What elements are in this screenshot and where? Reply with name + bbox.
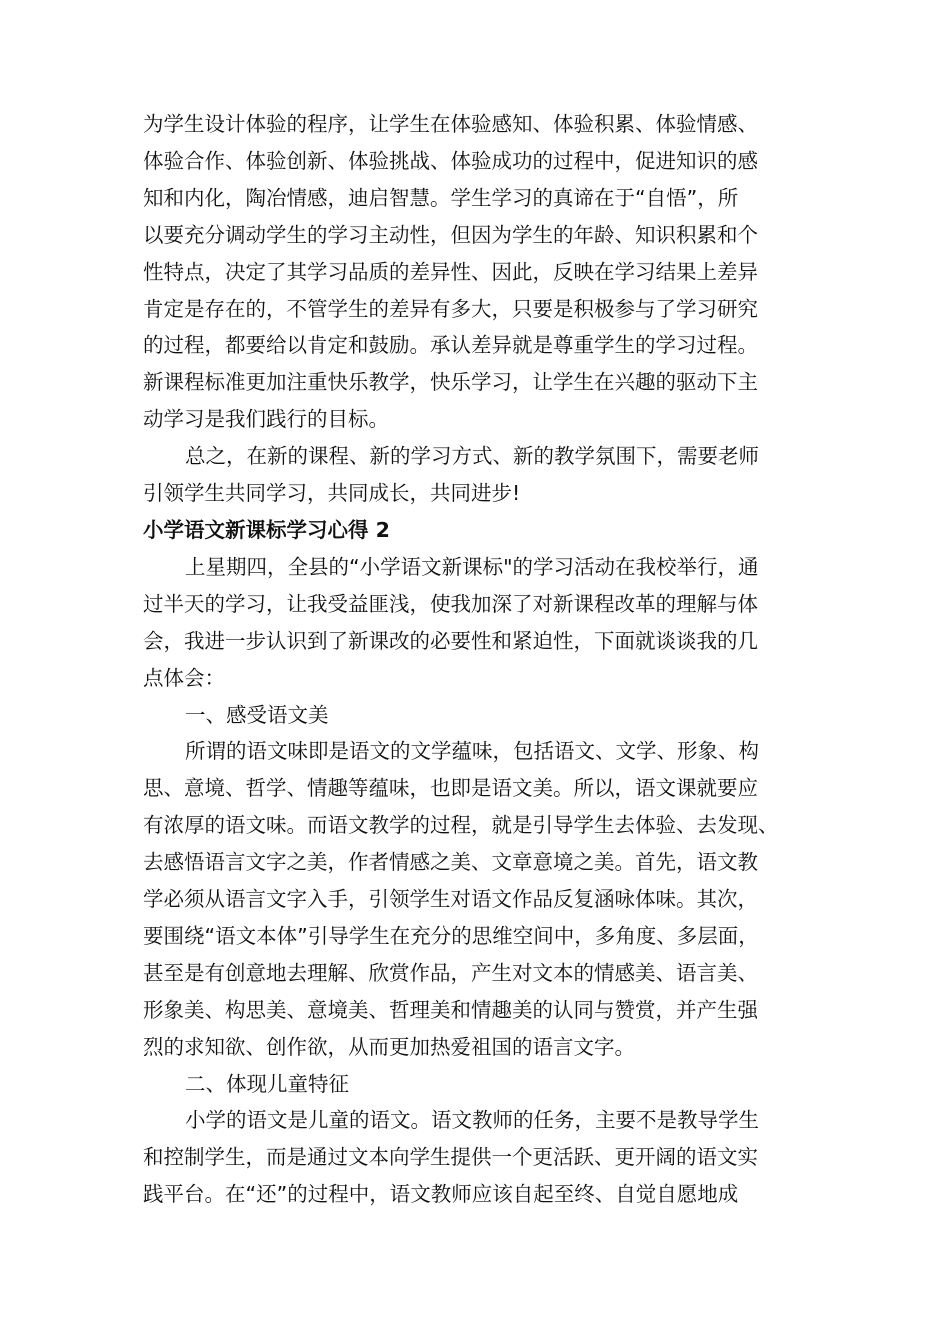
text-line: 体验合作、体验创新、体验挑战、体验成功的过程中，促进知识的感 bbox=[143, 148, 758, 173]
paragraph-1-line: 去感悟语言文字之美，作者情感之美、文章意境之美。首先，语文教 bbox=[143, 850, 758, 875]
intro-paragraph-line: 过半天的学习，让我受益匪浅，使我加深了对新课程改革的理解与体 bbox=[143, 591, 758, 616]
text-line: 性特点，决定了其学习品质的差异性、因此，反映在学习结果上差异 bbox=[143, 259, 758, 284]
text-line: 肯定是存在的，不管学生的差异有多大，只要是积极参与了学习研究 bbox=[143, 296, 758, 321]
section-title: 小学语文新课标学习心得 2 bbox=[143, 517, 390, 542]
text-line: 的过程，都要给以肯定和鼓励。承认差异就是尊重学生的学习过程。 bbox=[143, 333, 758, 358]
paragraph-2-line: 小学的语文是儿童的语文。语文教师的任务，主要不是教导学生 bbox=[185, 1108, 759, 1133]
paragraph-1-line: 思、意境、哲学、情趣等蕴味，也即是语文美。所以，语文课就要应 bbox=[143, 776, 758, 801]
intro-paragraph-line: 点体会： bbox=[143, 665, 225, 690]
text-line: 为学生设计体验的程序，让学生在体验感知、体验积累、体验情感、 bbox=[143, 112, 758, 136]
text-line: 以要充分调动学生的学习主动性，但因为学生的年龄、知识积累和个 bbox=[143, 222, 758, 247]
intro-paragraph-line: 上星期四，全县的“小学语文新课标"的学习活动在我校举行，通 bbox=[185, 554, 759, 579]
summary-paragraph-line: 总之，在新的课程、新的学习方式、新的教学氛围下，需要老师 bbox=[185, 444, 759, 469]
paragraph-1-line: 学必须从语言文字入手，引领学生对语文作品反复涵咏体味。其次， bbox=[143, 887, 758, 912]
paragraph-1-line: 要围绕“语文本体”引导学生在充分的思维空间中，多角度、多层面， bbox=[143, 923, 759, 948]
paragraph-1-line: 甚至是有创意地去理解、欣赏作品，产生对文本的情感美、语言美、 bbox=[143, 960, 758, 985]
summary-paragraph-line: 引领学生共同学习，共同成长，共同进步! bbox=[143, 481, 521, 506]
text-line: 知和内化，陶冶情感，迪启智慧。学生学习的真谛在于“自悟”，所 bbox=[143, 185, 739, 210]
paragraph-2-line: 践平台。在“还”的过程中，语文教师应该自起至终、自觉自愿地成 bbox=[143, 1182, 739, 1207]
paragraph-1-line: 所谓的语文味即是语文的文学蕴味，包括语文、文学、形象、构 bbox=[185, 739, 759, 764]
paragraph-1-line: 有浓厚的语文味。而语文教学的过程，就是引导学生去体验、去发现、 bbox=[143, 813, 779, 838]
text-line: 动学习是我们践行的目标。 bbox=[143, 407, 389, 432]
paragraph-2-line: 和控制学生，而是通过文本向学生提供一个更活跃、更开阔的语文实 bbox=[143, 1145, 758, 1170]
paragraph-1-line: 形象美、构思美、意境美、哲理美和情趣美的认同与赞赏，并产生强 bbox=[143, 997, 758, 1022]
paragraph-1-line: 烈的求知欲、创作欲，从而更加热爱祖国的语言文字。 bbox=[143, 1034, 635, 1059]
intro-paragraph-line: 会，我进一步认识到了新课改的必要性和紧迫性，下面就谈谈我的几 bbox=[143, 628, 758, 653]
subheading-2: 二、体现儿童特征 bbox=[185, 1071, 349, 1096]
subheading-1: 一、感受语文美 bbox=[185, 702, 329, 727]
text-line: 新课程标准更加注重快乐教学，快乐学习，让学生在兴趣的驱动下主 bbox=[143, 370, 758, 395]
document-body bbox=[143, 106, 823, 1213]
